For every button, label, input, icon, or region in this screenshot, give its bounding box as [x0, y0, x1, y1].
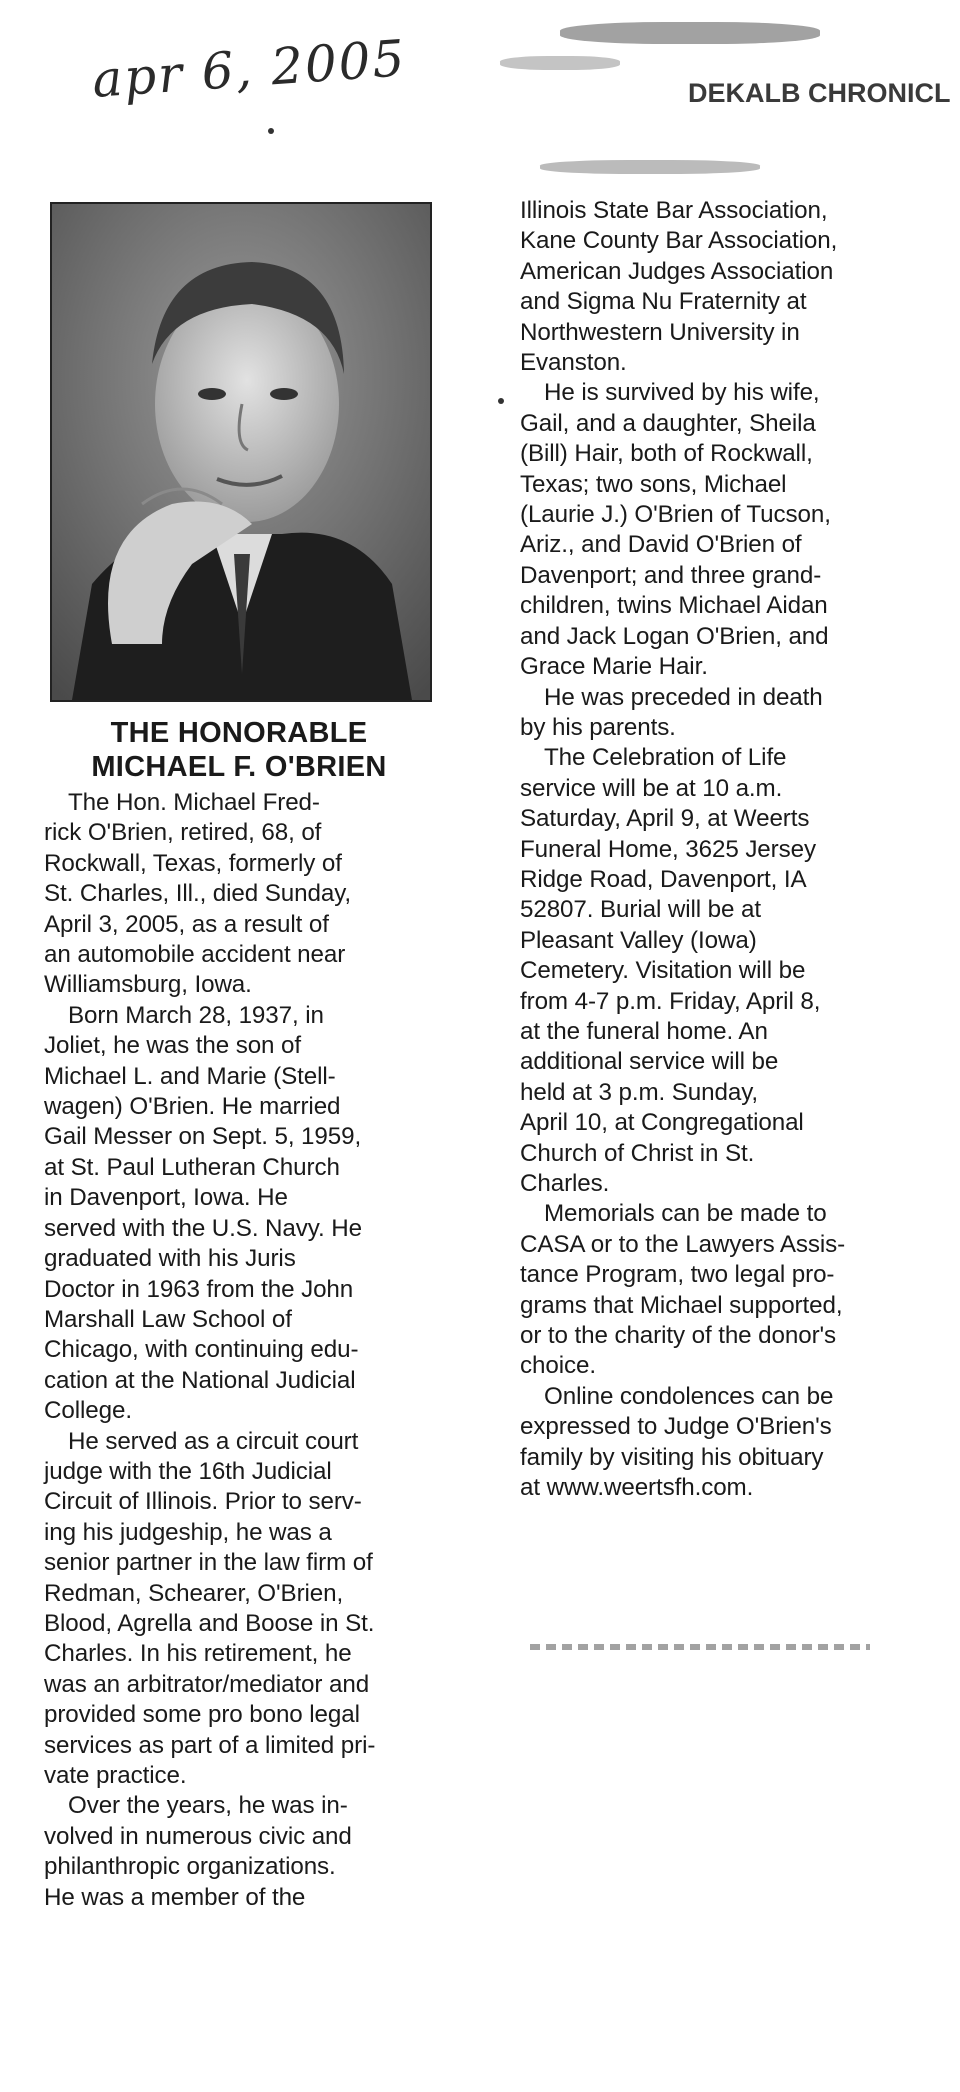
text-line: Joliet, he was the son of	[44, 1032, 301, 1060]
text-line: He served as a circuit court	[68, 1427, 359, 1455]
text-line: Funeral Home, 3625 Jersey	[520, 835, 816, 863]
text-line: Redman, Schearer, O'Brien,	[44, 1579, 344, 1607]
text-line: graduated with his Juris	[44, 1245, 296, 1273]
text-line: Ariz., and David O'Brien of	[520, 531, 802, 559]
text-line: Illinois State Bar Association,	[520, 197, 828, 224]
text-line: American Judges Association	[520, 257, 834, 285]
text-line: in Davenport, Iowa. He	[44, 1184, 288, 1212]
portrait-photo	[50, 202, 432, 702]
text-line: April 10, at Congregational	[520, 1109, 804, 1137]
text-line: Marshall Law School of	[44, 1305, 292, 1333]
text-line: children, twins Michael Aidan	[520, 592, 828, 620]
text-line: 52807. Burial will be at	[520, 896, 761, 924]
text-line: served with the U.S. Navy. He	[44, 1214, 362, 1242]
text-line: (Laurie J.) O'Brien of Tucson,	[520, 501, 831, 529]
headline-line-1: THE HONORABLE	[110, 717, 368, 749]
text-line: Gail Messer on Sept. 5, 1959,	[44, 1123, 362, 1151]
text-line: was an arbitrator/mediator and	[44, 1670, 370, 1698]
text-line: held at 3 p.m. Sunday,	[520, 1078, 759, 1106]
cut-line	[530, 1644, 870, 1650]
text-line: ing his judgeship, he was a	[44, 1518, 332, 1546]
text-line: St. Charles, Ill., died Sunday,	[44, 880, 352, 908]
text-line: and Jack Logan O'Brien, and	[520, 622, 829, 650]
text-line: wagen) O'Brien. He married	[44, 1093, 341, 1121]
text-line: volved in numerous civic and	[44, 1822, 352, 1850]
text-line: family by visiting his obituary	[520, 1443, 824, 1471]
stray-dot	[268, 128, 274, 134]
text-line: cation at the National Judicial	[44, 1366, 356, 1394]
text-line: from 4-7 p.m. Friday, April 8,	[520, 987, 821, 1015]
text-line: tance Program, two legal pro-	[520, 1261, 835, 1289]
text-line: Circuit of Illinois. Prior to serv-	[44, 1488, 362, 1516]
text-line: Rockwall, Texas, formerly of	[44, 849, 342, 877]
text-line: at St. Paul Lutheran Church	[44, 1153, 340, 1181]
smudge	[560, 22, 820, 44]
headline	[44, 716, 434, 784]
text-line: grams that Michael supported,	[520, 1291, 843, 1319]
text-line: Northwestern University in	[520, 318, 800, 346]
smudge	[500, 56, 620, 70]
text-line: Kane County Bar Association,	[520, 227, 838, 255]
text-line: Church of Christ in St.	[520, 1139, 755, 1167]
masthead: DEKALB CHRONICL	[688, 78, 951, 108]
text-line: Cemetery. Visitation will be	[520, 957, 806, 985]
text-line: services as part of a limited pri-	[44, 1731, 376, 1759]
text-line: The Celebration of Life	[544, 744, 787, 772]
left-column	[44, 788, 434, 1913]
text-line: Michael L. and Marie (Stell-	[44, 1062, 336, 1090]
text-line: Davenport; and three grand-	[520, 561, 822, 589]
text-line: He is survived by his wife,	[544, 379, 820, 407]
text-line: an automobile accident near	[44, 941, 346, 969]
text-line: philanthropic organizations.	[44, 1853, 336, 1881]
text-line: Memorials can be made to	[544, 1200, 827, 1228]
text-line: Born March 28, 1937, in	[68, 1001, 324, 1029]
headline-line-2: MICHAEL F. O'BRIEN	[91, 751, 387, 783]
text-line: at www.weertsfh.com.	[520, 1474, 754, 1502]
text-line: College.	[44, 1397, 132, 1425]
text-line: Charles.	[520, 1170, 610, 1197]
text-line: (Bill) Hair, both of Rockwall,	[520, 440, 813, 468]
text-line: senior partner in the law firm of	[44, 1549, 373, 1577]
text-line: by his parents.	[520, 713, 676, 741]
text-line: He was a member of the	[44, 1883, 306, 1911]
text-line: He was preceded in death	[544, 683, 823, 711]
text-line: Online condolences can be	[544, 1382, 834, 1410]
text-line: CASA or to the Lawyers Assis-	[520, 1230, 846, 1258]
text-line: Grace Marie Hair.	[520, 653, 708, 681]
text-line: Blood, Agrella and Boose in St.	[44, 1609, 375, 1637]
text-line: Charles. In his retirement, he	[44, 1640, 352, 1668]
text-line: expressed to Judge O'Brien's	[520, 1413, 832, 1441]
text-line: Texas; two sons, Michael	[520, 470, 787, 498]
stray-dot	[498, 398, 504, 404]
portrait-photo-drawing	[52, 204, 430, 700]
text-line: or to the charity of the donor's	[520, 1322, 837, 1350]
text-line: rick O'Brien, retired, 68, of	[44, 819, 322, 847]
text-line: judge with the 16th Judicial	[44, 1457, 332, 1485]
text-line: and Sigma Nu Fraternity at	[520, 288, 807, 316]
right-column	[520, 196, 930, 1503]
text-line: Pleasant Valley (Iowa)	[520, 926, 757, 954]
text-line: service will be at 10 a.m.	[520, 774, 783, 802]
text-line: additional service will be	[520, 1048, 779, 1076]
smudge	[540, 160, 760, 174]
text-line: Saturday, April 9, at Weerts	[520, 805, 810, 833]
text-line: Over the years, he was in-	[68, 1792, 348, 1820]
text-line: Doctor in 1963 from the John	[44, 1275, 354, 1303]
text-line: choice.	[520, 1352, 596, 1380]
text-line: vate practice.	[44, 1762, 187, 1789]
handwritten-date: apr 6, 2005	[90, 29, 409, 109]
text-line: April 3, 2005, as a result of	[44, 910, 329, 938]
text-line: Williamsburg, Iowa.	[44, 971, 252, 999]
text-line: Ridge Road, Davenport, IA	[520, 865, 807, 893]
text-line: Chicago, with continuing edu-	[44, 1336, 359, 1364]
text-line: Evanston.	[520, 349, 627, 377]
text-line: at the funeral home. An	[520, 1017, 768, 1045]
text-line: provided some pro bono legal	[44, 1701, 360, 1729]
text-line: The Hon. Michael Fred-	[68, 789, 320, 816]
text-line: Gail, and a daughter, Sheila	[520, 409, 816, 437]
